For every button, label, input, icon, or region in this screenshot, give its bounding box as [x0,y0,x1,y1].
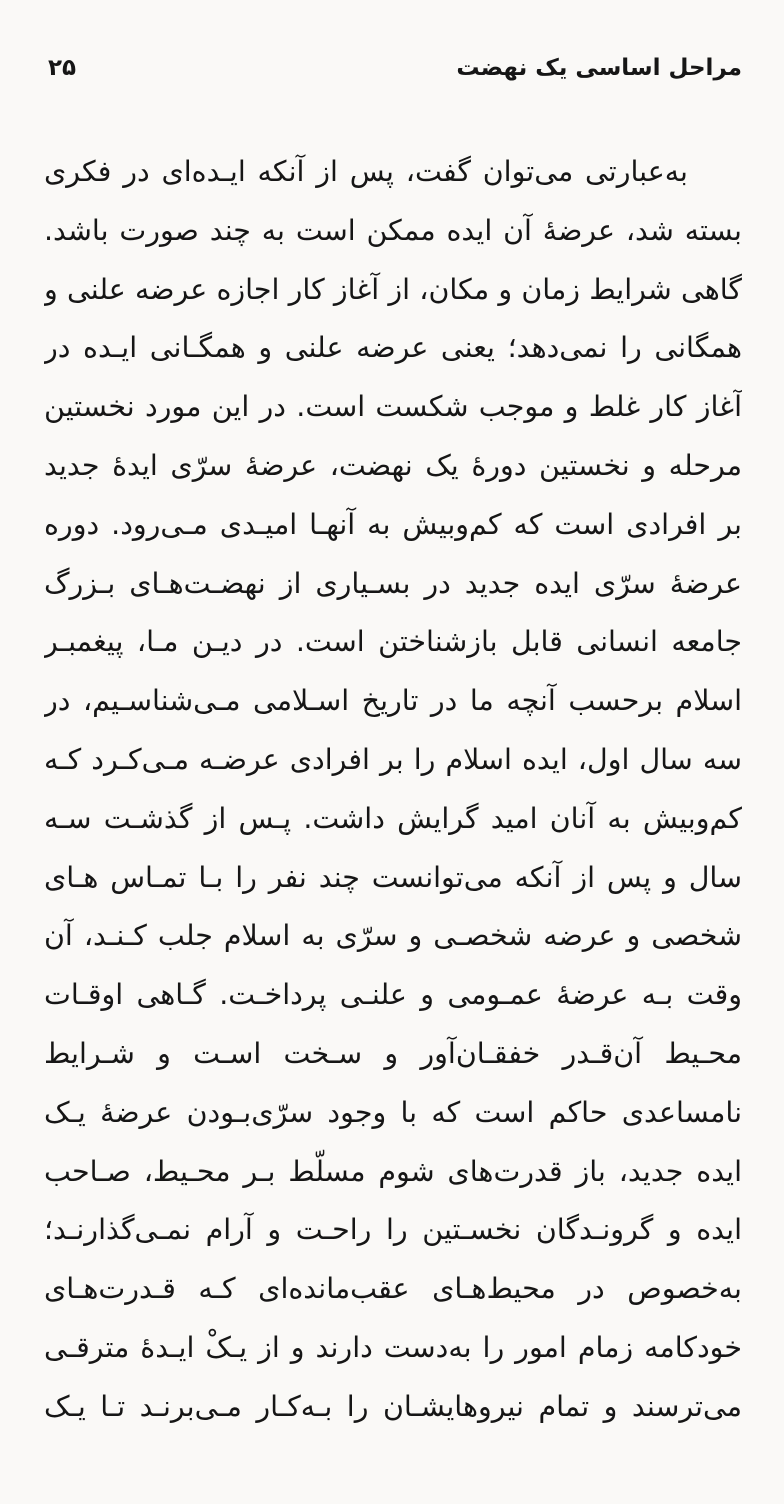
page-number: ۲۵ [48,55,77,81]
text-line: محـیط آن‌قـدر خفقـان‌آور و سـخت اسـت و شـرایط [44,1036,742,1070]
text-line: اسلام برحسب آنچه ما در تاریخ اسـلامی مـی‌شناسـیم، در [44,684,742,718]
text-line: به‌خصوص در محیط‌هـای عقب‌مانده‌ای کـه قـدرت‌هـای [44,1272,742,1306]
text-line: سه سال اول، ایده اسلام را بر افرادی عرضـه مـی‌کـرد کـه [44,742,742,776]
text-line: شخصی و عرضه شخصـی و سرّی به اسلام جلب کـنـد، آن [44,919,742,953]
text-line: آغاز کار غلط و موجب شکست است. در این مورد نخستین [44,390,742,424]
text-line: نامساعدی حاکم است که با وجود سرّی‌بـودن عرضهٔ یـک [44,1095,742,1129]
text-line: بسته شد، عرضهٔ آن ایده ممکن است به چند صورت باشد. [44,213,742,247]
text-line: بر افرادی است که کم‌وبیش به آنهـا امیـدی مـی‌رود. دوره [44,507,742,541]
text-line: خودکامه زمام امور را به‌دست دارند و از یـکْ ایـدهٔ مترقـی [44,1330,742,1364]
text-line: ایده جدید، باز قدرت‌های شوم مسلّط بـر محـیط، صـاحب [44,1154,742,1188]
text-line: جامعه انسانی قابل بازشناختن است. در دیـن مـا، پیغمبـر [44,625,742,659]
text-line: ایده و گرونـدگان نخسـتین را راحـت و آرام نمـی‌گذارنـد؛ [44,1213,742,1247]
text-line: کم‌وبیش به آنان امید گرایش داشت. پـس از گذشـت سـه [44,801,742,835]
text-line: عرضهٔ سرّی ایده جدید در بسـیاری از نهضـت‌هـای بـزرگ [44,566,742,600]
text-line: وقت بـه عرضهٔ عمـومی و علنـی پرداخـت. گـاهی اوقـات [44,978,742,1012]
running-title: مراحل اساسی یک نهضت [456,55,742,81]
body-text [44,143,742,1437]
text-line: سال و پس از آنکه می‌توانست چند نفر را بـا تمـاس هـای [44,860,742,894]
text-line: به‌عبارتی می‌توان گفت، پس از آنکه ایـده‌ای در فکری [44,155,688,188]
text-line: می‌ترسند و تمام نیروهایشـان را بـه‌کـار مـی‌برنـد تـا یـک [44,1389,742,1423]
text-line: گاهی شرایط زمان و مکان، از آغاز کار اجازه عرضه علنی و [44,272,742,306]
page-header [40,48,744,88]
text-line: همگانی را نمی‌دهد؛ یعنی عرضه علنی و همگـانی ایـده در [44,331,742,365]
text-line: مرحله و نخستین دورهٔ یک نهضت، عرضهٔ سرّی ایدهٔ جدید [44,448,742,482]
